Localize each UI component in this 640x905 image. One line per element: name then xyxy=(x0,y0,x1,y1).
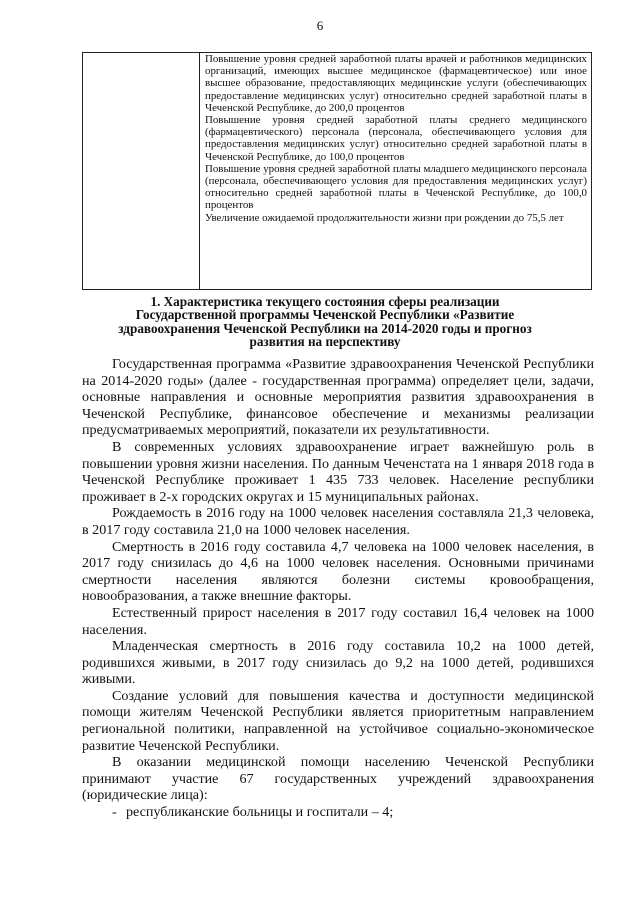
list-item-text: республиканские больницы и госпитали – 4; xyxy=(126,804,394,821)
indicators-table xyxy=(82,52,592,290)
paragraph-mortality: Смертность в 2016 году составила 4,7 человека на 1000 человек населения, в 2017 году снизилась до 4,6 на 1000 человек населения. Основными причинами смертности населения являются болезни системы кровообращения, новообразования, а также внешние факторы. xyxy=(82,538,594,605)
indicator-nurses-salary: Повышение уровня средней заработной платы среднего медицинского (фармацевтического) персонала (персонала, обеспечивающего условия для предоставления медицинских услуг) относительно средней заработной платы в Чеченской Республике, до 100,0 процентов xyxy=(205,114,587,163)
body-text xyxy=(82,356,594,821)
section-title: 1. Характеристика текущего состояния сферы реализации Государственной программы Чеченской Республики «Развитие здравоохранения Чеченской Республики на 2014-2020 годы и прогноз развития на перспективу xyxy=(118,294,532,349)
indicator-doctors-salary: Повышение уровня средней заработной платы врачей и работников медицинских организаций, имеющих высшее медицинское (фармацевтическое) или иное высшее образование, предоставляющих медицинские услуги (обеспечивающих предоставление медицинских услуг) относительно средней заработной платы в Чеченской Республике, до 200,0 процентов xyxy=(205,53,587,114)
table-row xyxy=(83,53,592,290)
paragraph-infant-mortality: Младенческая смертность в 2016 году составила 10,2 на 1000 детей, родившихся живыми, в 2017 году снизилась до 9,2 на 1000 детей, родившихся живыми. xyxy=(82,638,594,688)
table-indicators-cell xyxy=(200,53,592,290)
list-item xyxy=(112,804,594,821)
paragraph-birth-rate: Рождаемость в 2016 году на 1000 человек населения составляла 21,3 человека, в 2017 году составила 21,0 на 1000 человек населения. xyxy=(82,505,594,538)
paragraph-regional-policy: Создание условий для повышения качества и доступности медицинской помощи жителям Чеченской Республики является приоритетным направлением региональной политики, направленной на устойчивое социально-экономическое развитие Чеченской Республики. xyxy=(82,687,594,754)
paragraph-program-overview: Государственная программа «Развитие здравоохранения Чеченской Республики на 2014-2020 годы» (далее - государственная программа) определяет цели, задачи, основные направления и основные мероприятия развития здравоохранения в Чеченской Республике, финансовое обеспечение и механизмы реализации предусматриваемых мероприятий, показатели их результативности. xyxy=(82,356,594,439)
paragraph-institutions: В оказании медицинской помощи населению Чеченской Республики принимают участие 67 государственных учреждений здравоохранения (юридические лица): xyxy=(82,754,594,804)
paragraph-natural-growth: Естественный прирост населения в 2017 году составил 16,4 человек на 1000 населения. xyxy=(82,604,594,638)
list-marker: - xyxy=(112,804,117,821)
page-number: 6 xyxy=(316,18,324,33)
indicator-life-expectancy: Увеличение ожидаемой продолжительности жизни при рождении до 75,5 лет xyxy=(205,211,564,224)
paragraph-population: В современных условиях здравоохранение играет важнейшую роль в повышении уровня жизни населения. По данным Чеченстата на 1 января 2018 года в Чеченской Республике проживает 1 435 733 человек. Население республики проживает в 2-х городских округах и 15 муниципальных районах. xyxy=(82,438,594,505)
table-label-cell xyxy=(83,53,200,290)
indicator-junior-staff-salary: Повышение уровня средней заработной платы младшего медицинского персонала (персонала, обеспечивающего условия для предоставления медицинских услуг) относительно средней заработной платы в Чеченской Республике, до 100,0 процентов xyxy=(205,162,587,212)
